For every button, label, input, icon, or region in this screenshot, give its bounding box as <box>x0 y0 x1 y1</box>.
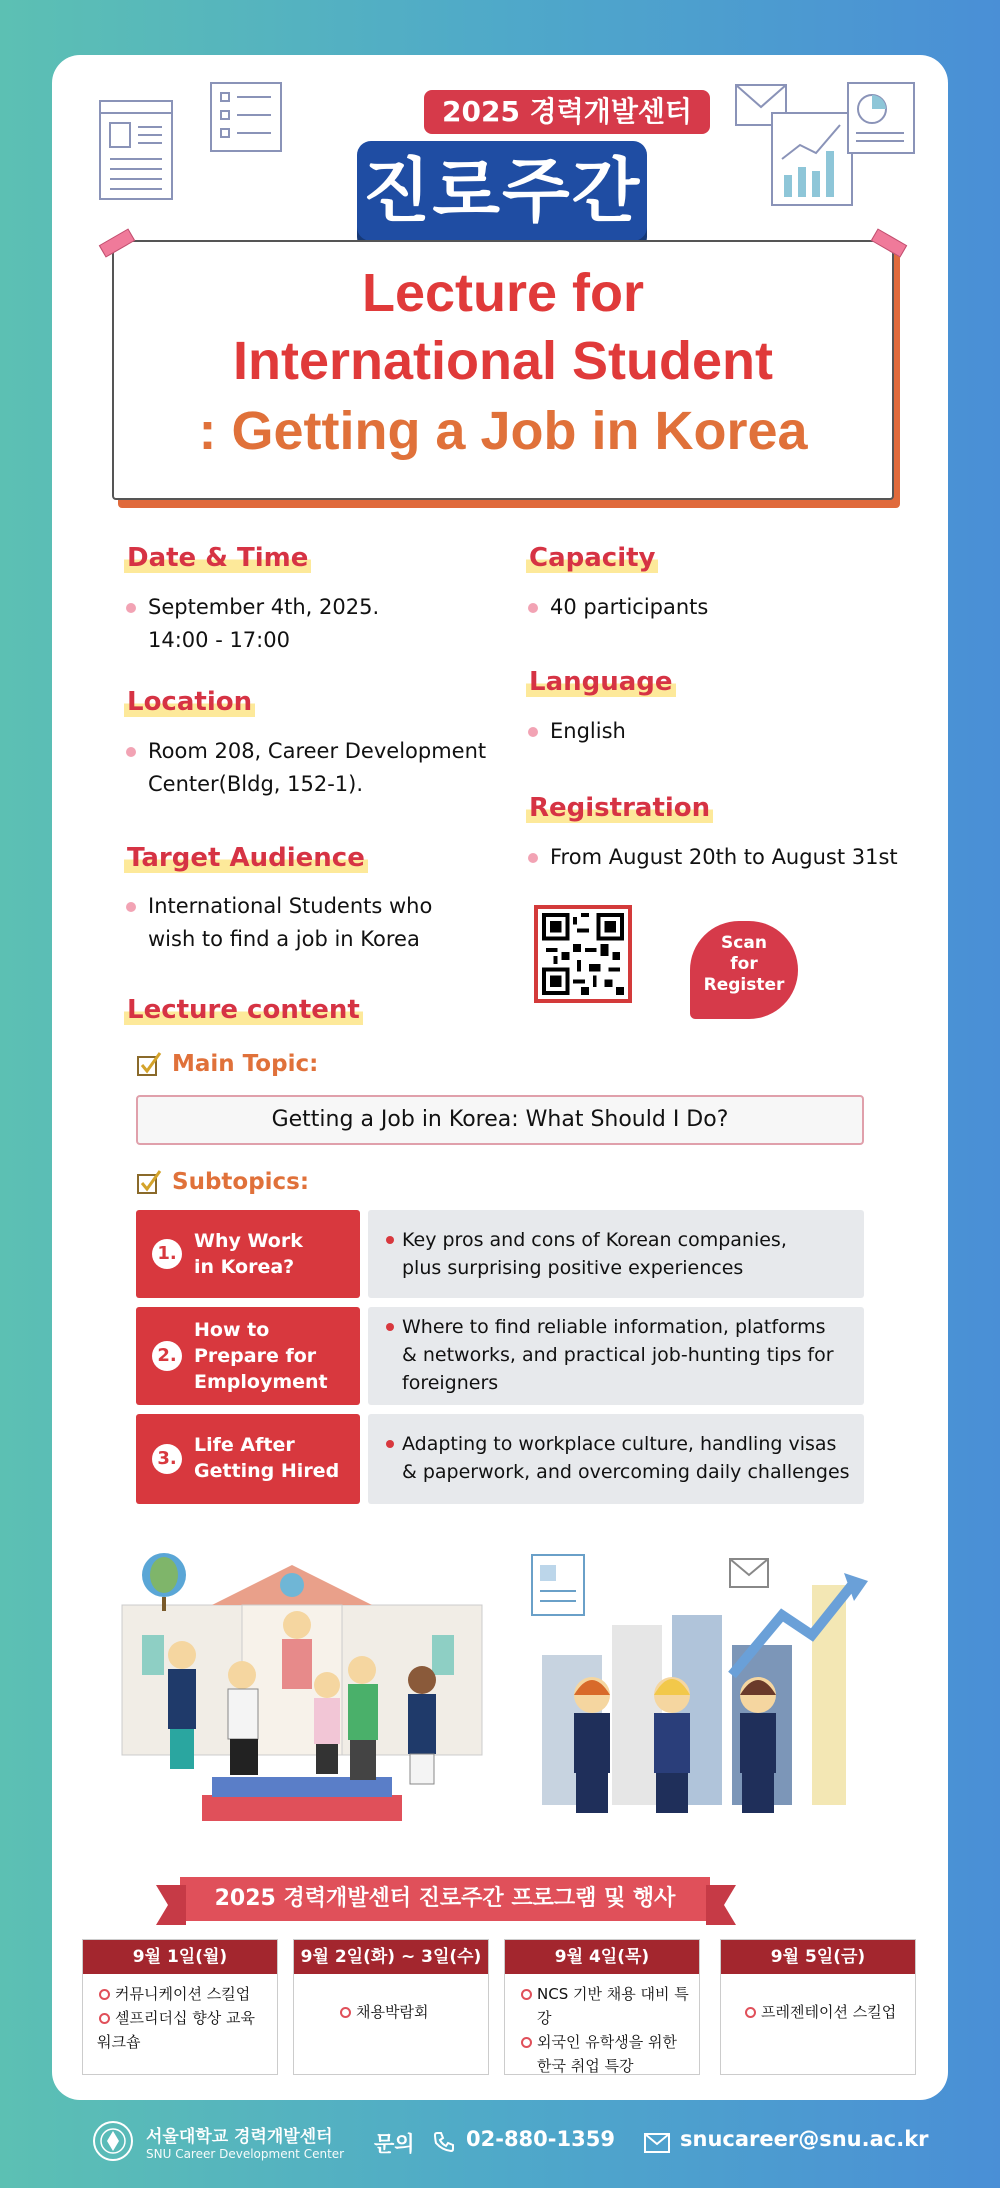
subtopic-desc-cell <box>368 1307 864 1405</box>
program-day-head: 9월 2일(화) ~ 3일(수) <box>294 1940 488 1974</box>
program-day-items <box>721 1974 915 2024</box>
mail-icon <box>644 2133 670 2153</box>
subtopics-label: Subtopics: <box>172 1169 310 1195</box>
program-item: 프레젠테이션 스킬업 <box>743 2000 905 2024</box>
tape-right <box>871 228 907 257</box>
language-label: Language <box>526 667 676 697</box>
date-line: September 4th, 2025. <box>148 595 380 619</box>
subtopic-desc-cell <box>368 1210 864 1298</box>
subtopic-number: 2. <box>152 1341 182 1371</box>
lecture-title-line2: International Student <box>233 331 773 391</box>
registration-value: From August 20th to August 31st <box>526 841 946 874</box>
main-topic-box: Getting a Job in Korea: What Should I Do? <box>136 1095 864 1145</box>
subtopic-title: Life After Getting Hired <box>194 1434 340 1482</box>
program-day-items <box>83 1974 277 2054</box>
footer-contact-label: 문의 <box>374 2132 415 2156</box>
program-day-2 <box>293 1939 489 2075</box>
report-chart-icon <box>732 79 918 207</box>
program-item: 커뮤니케이션 스킬업 <box>97 1982 267 2006</box>
capacity-value: 40 participants <box>526 591 906 624</box>
lecture-title-line3: : Getting a Job in Korea <box>198 401 808 461</box>
target-line1: International Students who <box>148 894 433 918</box>
subtopic-title-cell <box>136 1210 360 1298</box>
header-title: 진로주간 <box>357 141 647 241</box>
program-day-head: 9월 4일(목) <box>505 1940 699 1974</box>
footer-org-sub: SNU Career Development Center <box>146 2147 345 2161</box>
program-item: 셀프리더십 향상 교육 <box>97 2006 267 2030</box>
program-day-head: 9월 5일(금) <box>721 1940 915 1974</box>
program-item: NCS 기반 채용 대비 특강 <box>519 1982 689 2030</box>
subtopic-number: 3. <box>152 1444 182 1474</box>
target-audience-value <box>124 890 504 956</box>
banner-ribbon-left <box>156 1885 186 1925</box>
location-line2: Center(Bldg, 152-1). <box>148 772 364 796</box>
qr-code-pattern <box>542 913 624 995</box>
location-value <box>124 735 504 801</box>
checklist-icon <box>209 81 283 153</box>
capacity-label: Capacity <box>526 543 658 573</box>
time-line: 14:00 - 17:00 <box>148 628 290 652</box>
resume-icon <box>98 99 174 201</box>
program-day-items <box>294 1974 488 2024</box>
program-day-4 <box>720 1939 916 2075</box>
footer-org-name: 서울대학교 경력개발센터 <box>146 2127 333 2147</box>
subtopic-desc: Where to find reliable information, platforms & networks, and practical job-hunting tips for foreigners <box>402 1313 850 1397</box>
subtopic-row <box>136 1210 864 1298</box>
location-line1: Room 208, Career Development <box>148 739 487 763</box>
footer-phone[interactable]: 02-880-1359 <box>466 2127 615 2151</box>
snu-logo-icon <box>92 2120 134 2162</box>
program-item-cont: 한국 취업 특강 <box>537 2057 634 2075</box>
students-campus-illustration <box>112 1545 492 1835</box>
header-badge: 2025 경력개발센터 <box>424 90 710 134</box>
qr-code[interactable] <box>534 905 632 1003</box>
target-audience-label: Target Audience <box>124 843 368 873</box>
scan-text: Scan for Register <box>703 933 785 995</box>
program-banner: 2025 경력개발센터 진로주간 프로그램 및 행사 <box>180 1877 710 1921</box>
program-day-items <box>505 1974 699 2078</box>
subtopic-title-cell <box>136 1307 360 1405</box>
subtopic-row <box>136 1307 864 1405</box>
subtopic-title: Why Work in Korea? <box>194 1230 303 1278</box>
employees-city-illustration <box>522 1545 892 1835</box>
registration-label: Registration <box>526 793 713 823</box>
program-day-head: 9월 1일(월) <box>83 1940 277 1974</box>
lecture-content-label: Lecture content <box>124 995 363 1025</box>
scan-to-register-badge <box>690 921 798 1019</box>
subtopic-title: How to Prepare for Employment <box>194 1319 328 1393</box>
checkbox-icon <box>136 1169 162 1195</box>
subtopic-desc: Adapting to workplace culture, handling visas & paperwork, and overcoming daily challenges <box>402 1430 850 1486</box>
phone-icon <box>432 2130 456 2154</box>
subtopic-row <box>136 1414 864 1504</box>
program-item: 채용박람회 <box>338 2000 478 2024</box>
lecture-title-line1: Lecture for <box>361 263 645 323</box>
program-day-1 <box>82 1939 278 2075</box>
program-item-cont: 워크숍 <box>97 2033 141 2051</box>
poster-card <box>52 55 948 2100</box>
subtopic-desc-cell <box>368 1414 864 1504</box>
checkbox-icon <box>136 1051 162 1077</box>
footer <box>0 2100 1000 2188</box>
language-value: English <box>526 715 906 748</box>
subtopic-number: 1. <box>152 1239 182 1269</box>
footer-email[interactable]: snucareer@snu.ac.kr <box>680 2127 929 2151</box>
date-time-value <box>124 591 484 657</box>
lecture-title-box <box>112 240 894 500</box>
location-label: Location <box>124 687 255 717</box>
banner-ribbon-right <box>706 1885 736 1925</box>
main-topic-label: Main Topic: <box>172 1051 319 1077</box>
date-time-label: Date & Time <box>124 543 311 573</box>
subtopic-desc: Key pros and cons of Korean companies, plus surprising positive experiences <box>402 1226 850 1282</box>
tape-left <box>99 228 135 257</box>
program-day-3 <box>504 1939 700 2075</box>
program-item: 외국인 유학생을 위한 <box>519 2030 689 2054</box>
target-line2: wish to find a job in Korea <box>148 927 420 951</box>
subtopic-title-cell <box>136 1414 360 1504</box>
